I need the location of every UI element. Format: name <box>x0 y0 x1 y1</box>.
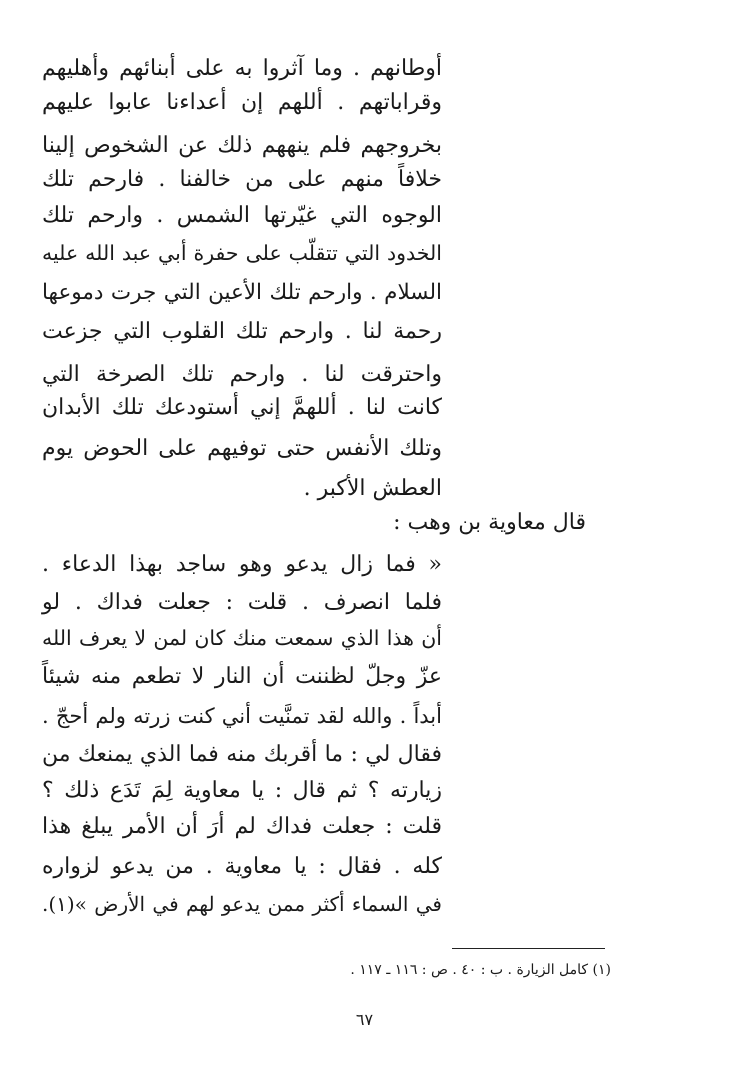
footnote: (١) كامل الزيارة . ب : ٤٠ . ص : ١١٦ ـ ١١٧ . <box>350 962 611 978</box>
text-line: كله . فقال : يا معاوية . من يدعو لزواره <box>42 854 442 879</box>
text-line: السلام . وارحم تلك الأعين التي جرت دموعها <box>42 280 442 305</box>
speaker-heading: قال معاوية بن وهب : <box>393 510 586 535</box>
text-line: الخدود التي تتقلّب على حفرة أبي عبد الله عليه <box>42 241 442 265</box>
text-line: زيارته ؟ ثم قال : يا معاوية لِمَ تَدَع ذلك ؟ <box>42 778 442 803</box>
text-line: فقال لي : ما أقربك منه فما الذي يمنعك من <box>42 742 442 767</box>
text-line: عزّ وجلّ لظننت أن النار لا تطعم منه شيئاً <box>42 664 442 689</box>
text-line: فلما انصرف . قلت : جعلت فداك . لو <box>42 590 442 615</box>
footnote-divider <box>452 948 605 949</box>
text-line: أن هذا الذي سمعت منك كان لمن لا يعرف الله <box>42 626 442 650</box>
text-line: واحترقت لنا . وارحم تلك الصرخة التي <box>42 362 442 387</box>
text-line: « فما زال يدعو وهو ساجد بهذا الدعاء . <box>42 552 442 577</box>
text-line: قلت : جعلت فداك لم أرَ أن الأمر يبلغ هذا <box>42 814 442 839</box>
text-line: رحمة لنا . وارحم تلك القلوب التي جزعت <box>42 319 442 344</box>
text-line: وتلك الأنفس حتى توفيهم على الحوض يوم <box>42 436 442 461</box>
text-line: أوطانهم . وما آثروا به على أبنائهم وأهليهم <box>42 56 442 81</box>
text-line: كانت لنا . أللهمَّ إني أستودعك تلك الأبدان <box>42 395 442 420</box>
text-line: وقراباتهم . أللهم إن أعداءنا عابوا عليهم <box>42 90 442 115</box>
text-line: في السماء أكثر ممن يدعو لهم في الأرض »(١). <box>42 892 442 916</box>
page-number: ٦٧ <box>355 1010 374 1029</box>
text-line: الوجوه التي غيّرتها الشمس . وارحم تلك <box>42 203 442 228</box>
text-line: العطش الأكبر . <box>303 476 442 501</box>
text-line: بخروجهم فلم ينههم ذلك عن الشخوص إلينا <box>42 133 442 158</box>
text-line: خلافاً منهم على من خالفنا . فارحم تلك <box>42 167 442 192</box>
text-line: أبداً . والله لقد تمنَّيت أني كنت زرته ولم أحجّ . <box>42 704 442 728</box>
